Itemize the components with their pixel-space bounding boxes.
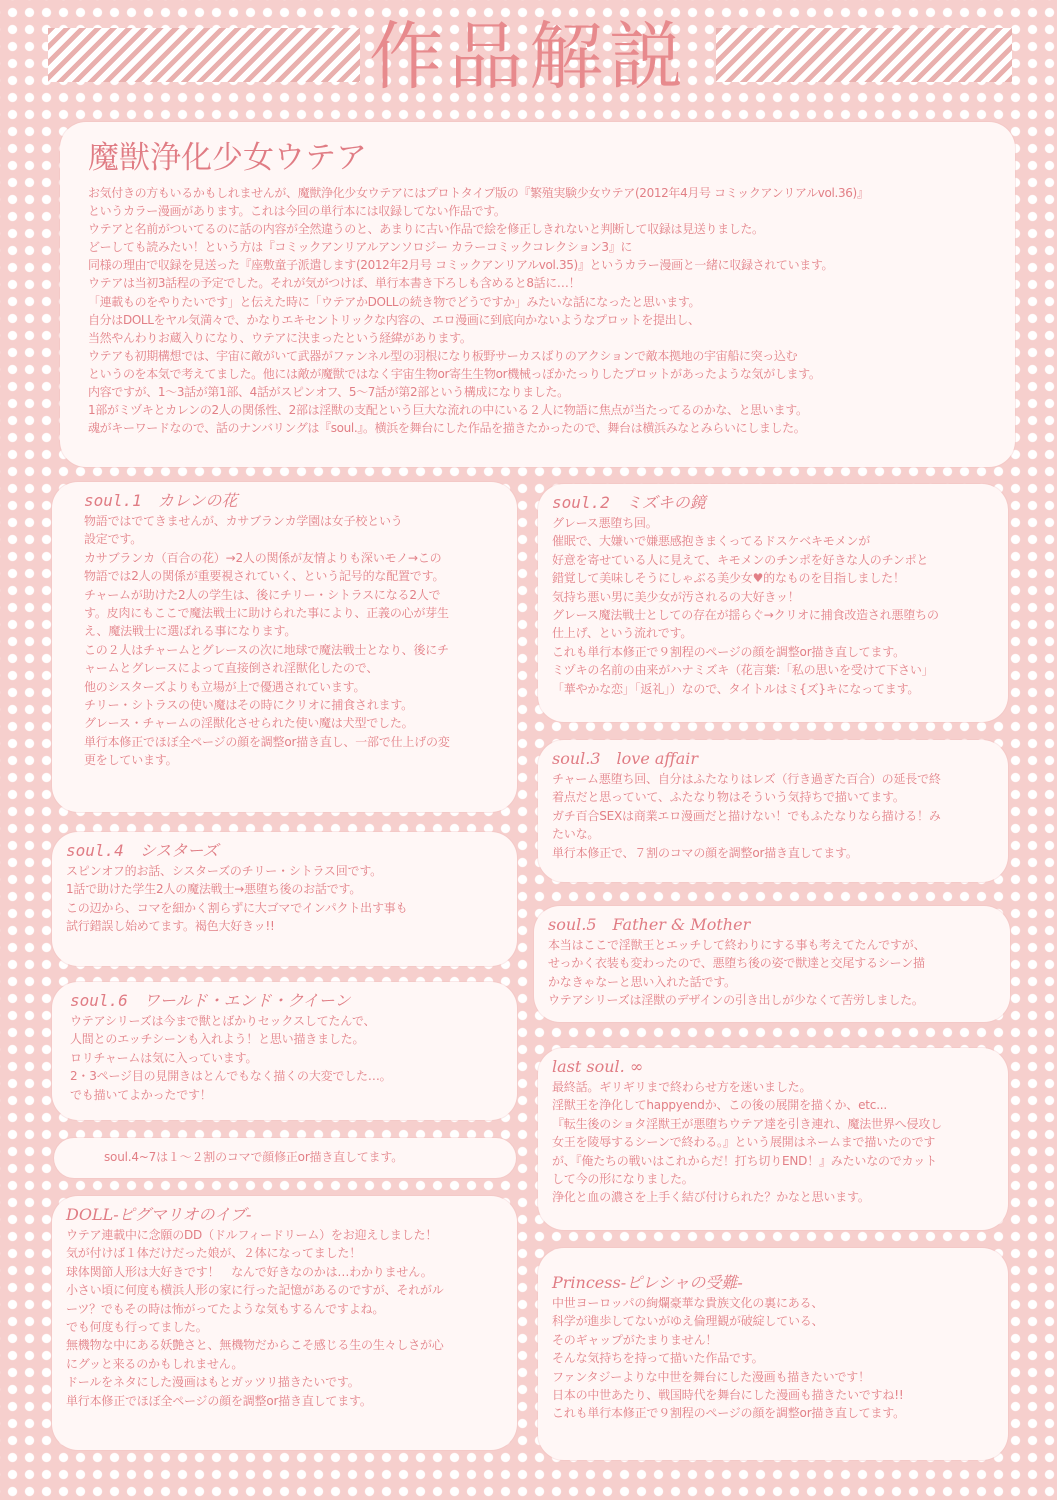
section-soul3-text: チャーム悪堕ち回、自分はふたなりはレズ（行き過ぎた百合）の延長で終 着点だと思っていて、ふたなり物はそういう気持ちで描いてます。 ガチ百合SEXは商業エロ漫画だと描けない！でもふたなりなら描ける！み たいな。 単行本修正で、７割のコマの顔を調整or描き直してます。: [552, 772, 941, 860]
main-section: [60, 122, 1015, 467]
note-text: soul.4~7は１～２割のコマで顔修正or描き直してます。: [104, 1150, 403, 1164]
section-soul5-title: soul.5 Father & Mother: [548, 915, 751, 934]
section-soul6: [52, 982, 517, 1120]
section-soul3: [538, 740, 1008, 882]
header-stripe-left: [48, 28, 360, 82]
section-princess: [538, 1248, 1008, 1460]
section-soul3-title: soul.3 love affair: [552, 749, 699, 768]
section-doll-text: ウテア連載中に念願のDD（ドルフィードリーム）をお迎えしました！ 気が付けば１体だけだった娘が、２体になってました！ 球体関節人形は大好きです！ なんで好きなのかは…わかりません。 小さい頃に何度も横浜人形の家に行った記憶があるのですが、それがル ーツ？でもその時は怖がってたような気もするんですよね。 でも何度も行ってました。 無機物な中にある妖艶さと、無機物だからこそ感じる生の生々しさが心 にグッと来るのかもしれません。 ドールをネタにした漫画はもとガッツリ描きたいです。 単行本修正でほぼ全ページの顔を調整or描き直してます。: [66, 1228, 444, 1408]
section-soul2-text: グレース悪堕ち回。 催眠で、大嫌いで嫌悪感抱きまくってるドスケベキモメンが 好意を寄せている人に見えて、キモメンのチンポを好きな人のチンポと 錯覚して美味しそうにしゃぶる美少女♥的なものを目指しました！ 気持ち悪い男に美少女が汚されるの大好きッ！ グレース魔法戦士としての存在が揺らぐ→クリオに捕食改造され悪堕ちの 仕上げ、という流れです。 これも単行本修正で９割程のページの顔を調整or描き直してます。 ミヅキの名前の由来がハナミズキ（花言葉:「私の思いを受けて下さい」 「華やかな恋」「返礼」）なので、タイトルはミ{ズ}キになってます。: [552, 516, 939, 696]
section-soul5-text: 本当はここで淫獣王とエッチして終わりにする事も考えてたんですが、 せっかく衣装も変わったので、悪堕ち後の姿で獣達と交尾するシーン描 かなきゃなーと思い入れた話です。 ウテアシリーズは淫獣のデザインの引き出しが少なくて苦労しました。: [548, 938, 926, 1008]
section-soul1-text: 物語ではでてきませんが、カサブランカ学園は女子校という 設定です。 カサブランカ（百合の花）→2人の関係が友情よりも深いモノ→この 物語では2人の関係が重要視されていく、という記号的な配置です。 チャームが助けた2人の学生は、後にチリー・シトラスになる2人で す。皮肉にもここで魔法戦士に助けられた事により、正義の心が芽生 え、魔法戦士に選ばれる事になります。 この２人はチャームとグレースの次に地球で魔法戦士となり、後にチ ャームとグレースによって直接倒され淫獣化したので、 他のシスターズよりも立場が上で優遇されています。 チリー・シトラスの使い魔はその時にクリオに捕食されます。 グレース・チャームの淫獣化させられた使い魔は犬型でした。 単行本修正でほぼ全ページの顔を調整or描き直し、一部で仕上げの変 更をしています。: [84, 514, 450, 768]
section-princess-text: 中世ヨーロッパの絢爛豪華な貴族文化の裏にある、 科学が進歩してないがゆえ倫理観が破綻している、 そのギャップがたまりません！ そんな気持ちを持って描いた作品です。 ファンタジーよりな中世を舞台にした漫画も描きたいです！ 日本の中世あたり、戦国時代を舞台にした漫画も描きたいですね!! これも単行本修正で９割程のページの顔を調整or描き直してます。: [552, 1296, 905, 1421]
main-section-title: 魔獣浄化少女ウテア: [88, 140, 367, 176]
section-princess-title: Princess-ピレシャの受難-: [552, 1273, 743, 1292]
section-soul4: [52, 832, 517, 966]
section-soul4-text: スピンオフ的お話、シスターズのチリー・シトラス回です。 1話で助けた学生2人の魔法戦士→悪堕ち後のお話です。 この辺から、コマを細かく割らずに大ゴマでインパクト出す事も 試行錯誤し始めてます。褐色大好きッ!!: [66, 864, 408, 934]
header-stripe-right: [716, 28, 1012, 82]
section-last-soul-text: 最終話。ギリギリまで終わらせ方を迷いました。 淫獣王を浄化してhappyendか、この後の展開を描くか、etc... 『転生後のショタ淫獣王が悪堕ちウテア達を引き連れ、魔法世界へ侵攻し 女王を陵辱するシーンで終わる。』という展開はネームまで描いたのです が、『俺たちの戦いはこれからだ！打ち切りEND！』みたいなのでカット して今の形になりました。 浄化と血の濃さを上手く結び付けられた？かなと思います。: [552, 1080, 942, 1205]
page-title: 作品解説: [369, 14, 689, 100]
section-soul1: [52, 482, 517, 812]
main-section-text: お気付きの方もいるかもしれませんが、魔獣浄化少女ウテアにはプロトタイプ版の『繁殖実験少女ウテア(2012年4月号 コミックアンリアルvol.36)』 というカラー漫画があります。これは今回の単行本には収録してない作品です。 ウテアと名前がついてるのに話の内容が全然違うのと、あまりに古い作品で絵を修正しきれないと判断して収録は見送りました。 どーしても読みたい！という方は『コミックアンリアルアンソロジー カラーコミックコレクション3』に 同様の理由で収録を見送った『座敷童子派遣します(2012年2月号 コミックアンリアルvol.35)』というカラー漫画と一緒に収録されています。 ウテアは当初3話程の予定でした。それが気がつけば、単行本書き下ろしも含めると8話に…！ 「連載ものをやりたいです」と伝えた時に「ウテアかDOLLの続き物でどうですか」みたいな話になったと思います。 自分はDOLLをヤル気満々で、かなりエキセントリックな内容の、エロ漫画に到底向かないようなプロットを提出し、 当然やんわりお蔵入りになり、ウテアに決まったという経緯があります。 ウテアも初期構想では、宇宙に敵がいて武器がファンネル型の羽根になり板野サーカスばりのアクションで敵本拠地の宇宙船に突っ込む というのを本気で考えてました。他には敵が魔獣ではなく宇宙生物or寄生生物or機械っぽかたっりしたプロットがあったような気がします。 内容ですが、1～3話が第1部、4話がスピンオフ、5～7話が第2部という構成になりました。 1部がミヅキとカレンの2人の関係性、2部は淫獣の支配という巨大な流れの中にいる２人に物語に焦点が当たってるのかな、と思います。 魂がキーワードなので、話のナンバリングは『soul.』。横浜を舞台にした作品を描きたかったので、舞台は横浜みなとみらいにしました。: [88, 186, 869, 436]
section-last-soul-title: last soul. ∞: [552, 1057, 644, 1076]
note-box: [54, 1138, 516, 1178]
section-soul6-title: soul.6 ワールド・エンド・クイーン: [70, 991, 351, 1010]
section-last-soul: [538, 1048, 1008, 1230]
section-soul2-title: soul.2 ミズキの鏡: [552, 493, 706, 512]
section-doll: [52, 1196, 517, 1450]
section-soul2: [538, 484, 1008, 722]
section-soul4-title: soul.4 シスターズ: [66, 841, 219, 860]
section-soul1-title: soul.1 カレンの花: [84, 491, 238, 510]
section-doll-title: DOLL-ピグマリオのイブ-: [66, 1205, 252, 1224]
section-soul6-text: ウテアシリーズは今まで獣とばかりセックスしてたんで、 人間とのエッチシーンも入れよう！と思い描きました。 ロリチャームは気に入っています。 2・3ページ目の見開きはとんでもなく描くの大変でした…。 でも描いてよかったです！: [70, 1014, 392, 1102]
section-soul5: [534, 906, 1010, 1022]
